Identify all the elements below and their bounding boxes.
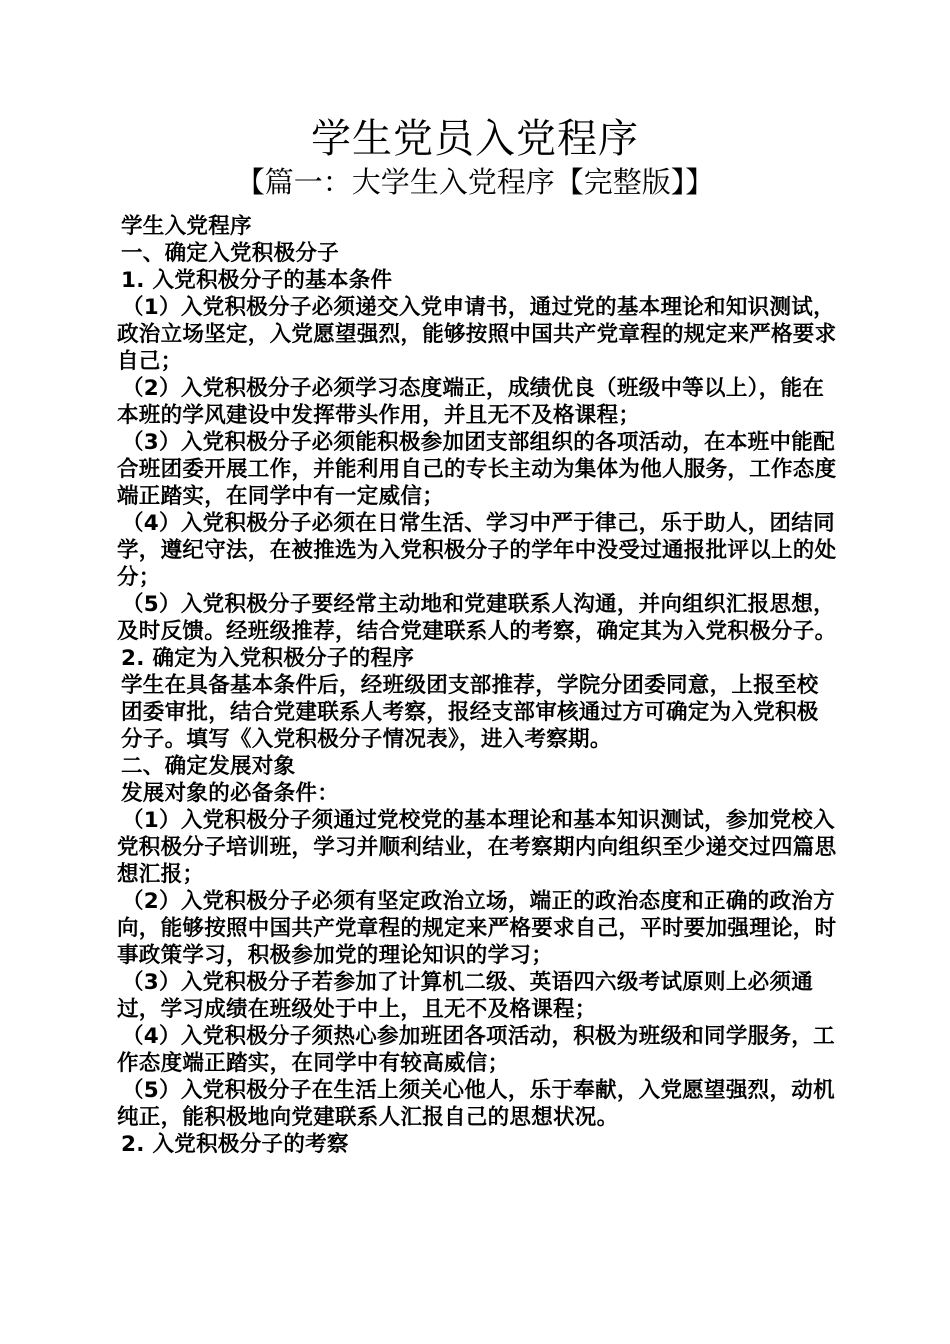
numbered-item: （1）入党积极分子须通过党校党的基本理论和基本知识测试，参加党校入党积极分子培训班，学习并顺利结业，在考察期内向组织至少递交过四篇思想汇报； <box>117 808 837 887</box>
numbered-item: （2）入党积极分子必须有坚定政治立场，端正的政治态度和正确的政治方向，能够按照中国共产党章程的规定来严格要求自己，平时要加强理论，时事政策学习，积极参加党的理论知识的学习； <box>117 889 837 968</box>
numbered-item: （5）入党积极分子要经常主动地和党建联系人沟通，并向组织汇报思想，及时反馈。经班级推荐，结合党建联系人的考察，确定其为入党积极分子。 <box>117 592 837 644</box>
numbered-item: （3）入党积极分子若参加了计算机二级、英语四六级考试原则上必须通过，学习成绩在班级处于中上，且无不及格课程； <box>117 970 814 1022</box>
numbered-item: （5）入党积极分子在生活上须关心他人，乐于奉献，入党愿望强烈，动机纯正，能积极地向党建联系人汇报自己的思想状况。 <box>117 1078 835 1130</box>
numbered-item: （3）入党积极分子必须能积极参加团支部组织的各项活动，在本班中能配合班团委开展工作，并能利用自己的专长主动为集体为他人服务，工作态度端正踏实，在同学中有一定威信； <box>117 430 837 509</box>
numbered-item: （4）入党积极分子必须在日常生活、学习中严于律己，乐于助人，团结同学，遵纪守法，在被推选为入党积极分子的学年中没受过通报批评以上的处分； <box>117 511 837 590</box>
document-subtitle: 【篇一：大学生入党程序【完整版】】 <box>235 165 715 199</box>
numbered-item: （4）入党积极分子须热心参加班团各项活动，积极为班级和同学服务，工作态度端正踏实，在同学中有较高威信； <box>117 1024 835 1076</box>
section-heading: 发展对象的必备条件： <box>121 781 340 806</box>
section-heading: 一、确定入党积极分子 <box>121 241 340 266</box>
section-heading: 学生入党程序 <box>121 214 252 239</box>
body-paragraph: 学生在具备基本条件后，经班级团支部推荐，学院分团委同意，上报至校团委审批，结合党建联系人考察，报经支部审核通过方可确定为入党积极分子。填写《入党积极分子情况表》，进入考察期。 <box>121 673 819 752</box>
numbered-item: （1）入党积极分子必须递交入党申请书，通过党的基本理论和知识测试，政治立场坚定，入党愿望强烈，能够按照中国共产党章程的规定来严格要求自己； <box>117 295 837 374</box>
section-heading: 二、确定发展对象 <box>121 754 296 779</box>
document-body <box>117 213 839 1158</box>
section-heading: 2. 入党积极分子的考察 <box>121 1132 349 1157</box>
section-heading: 2. 确定为入党积极分子的程序 <box>121 646 415 671</box>
section-heading: 1. 入党积极分子的基本条件 <box>121 268 393 293</box>
numbered-item: （2）入党积极分子必须学习态度端正，成绩优良（班级中等以上），能在本班的学风建设中发挥带头作用，并且无不及格课程； <box>117 376 825 428</box>
document-title: 学生党员入党程序 <box>311 116 639 162</box>
